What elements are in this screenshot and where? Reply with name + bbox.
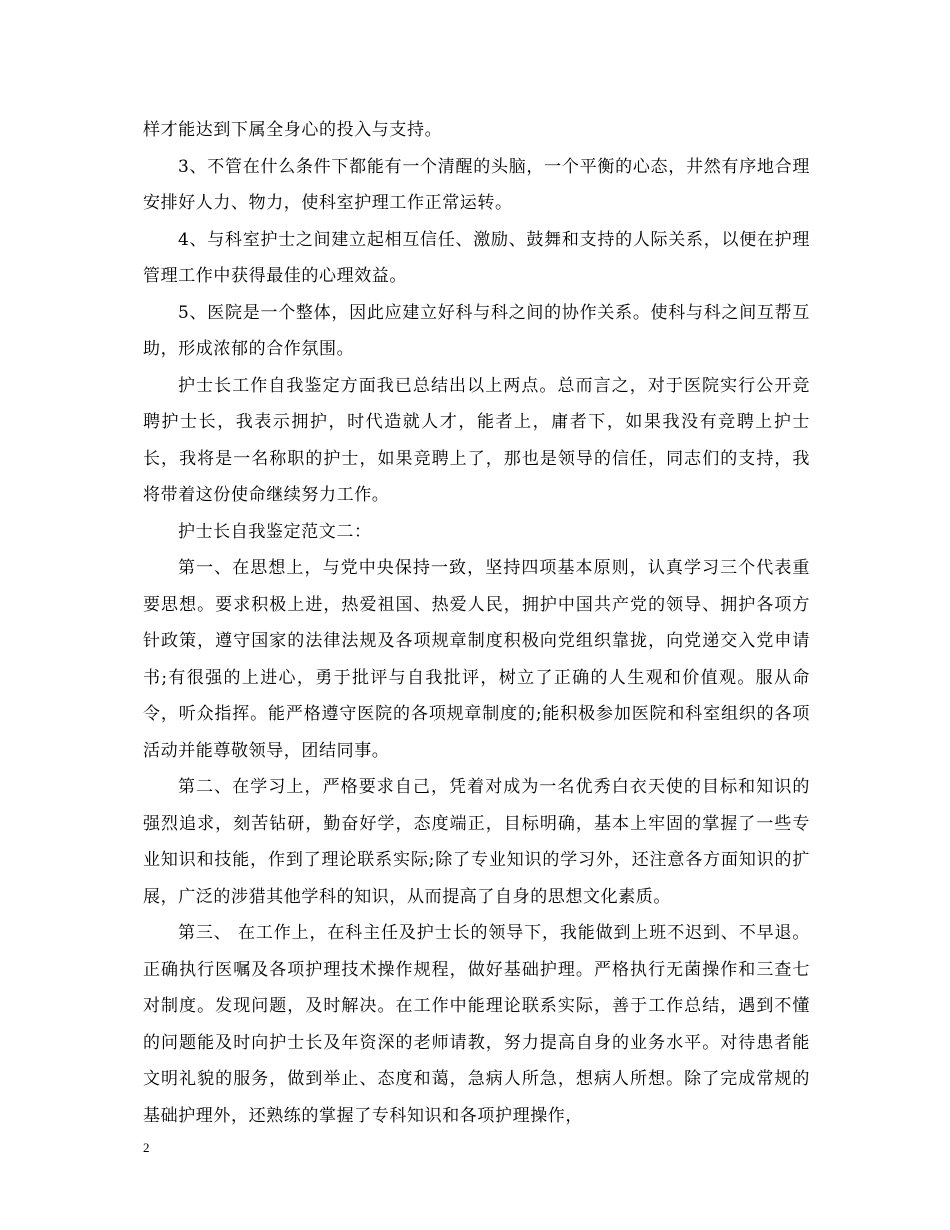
paragraph-item-4: 4、与科室护士之间建立起相互信任、激励、鼓舞和支持的人际关系，以便在护理管理工作中获得最佳的心理效益。: [143, 229, 810, 286]
page-number: 2: [143, 1140, 150, 1155]
section-heading-sample-two: 护士长自我鉴定范文二：: [178, 521, 372, 542]
paragraph-summary: 护士长工作自我鉴定方面我已总结出以上两点。总而言之，对于医院实行公开竞聘护士长，我表示拥护，时代造就人才，能者上，庸者下，如果我没有竞聘上护士长，我将是一名称职的护士，如果竞聘上了，那也是领导的信任，同志们的支持，我将带着这份使命继续努力工作。: [143, 375, 810, 505]
paragraph-item-3: 3、不管在什么条件下都能有一个清醒的头脑，一个平衡的心态，井然有序地合理安排好人力、物力，使科室护理工作正常运转。: [143, 156, 810, 213]
paragraph-continuation: 样才能达到下属全身心的投入与支持。: [143, 120, 443, 140]
document-body: [143, 112, 810, 1134]
paragraph-first-ideology: 第一、在思想上，与党中央保持一致，坚持四项基本原则，认真学习三个代表重要思想。要求积极上进，热爱祖国、热爱人民，拥护中国共产党的领导、拥护各项方针政策，遵守国家的法律法规及各项规章制度积极向党组织靠拢，向党递交入党申请书;有很强的上进心，勇于批评与自我批评，树立了正确的人生观和价值观。服从命令，听众指挥。能严格遵守医院的各项规章制度的;能积极参加医院和科室组织的各项活动并能尊敬领导，团结同事。: [143, 558, 810, 761]
paragraph-item-5: 5、医院是一个整体，因此应建立好科与科之间的协作关系。使科与科之间互帮互助，形成浓郁的合作氛围。: [143, 302, 810, 359]
paragraph-second-study: 第二、在学习上，严格要求自己，凭着对成为一名优秀白衣天使的目标和知识的强烈追求，刻苦钻研，勤奋好学，态度端正，目标明确，基本上牢固的掌握了一些专业知识和技能，作到了理论联系实际;除了专业知识的学习外，还注意各方面知识的扩展，广泛的涉猎其他学科的知识，从而提高了自身的思想文化素质。: [143, 777, 810, 907]
paragraph-third-work: 第三、 在工作上，在科主任及护士长的领导下，我能做到上班不迟到、不早退。正确执行医嘱及各项护理技术操作规程，做好基础护理。严格执行无菌操作和三查七对制度。发现问题，及时解决。在工作中能理论联系实际，善于工作总结，遇到不懂的问题能及时向护士长及年资深的老师请教，努力提高自身的业务水平。对待患者能文明礼貌的服务，做到举止、态度和蔼，急病人所急，想病人所想。除了完成常规的基础护理外，还熟练的掌握了专科知识和各项护理操作，: [143, 923, 810, 1126]
